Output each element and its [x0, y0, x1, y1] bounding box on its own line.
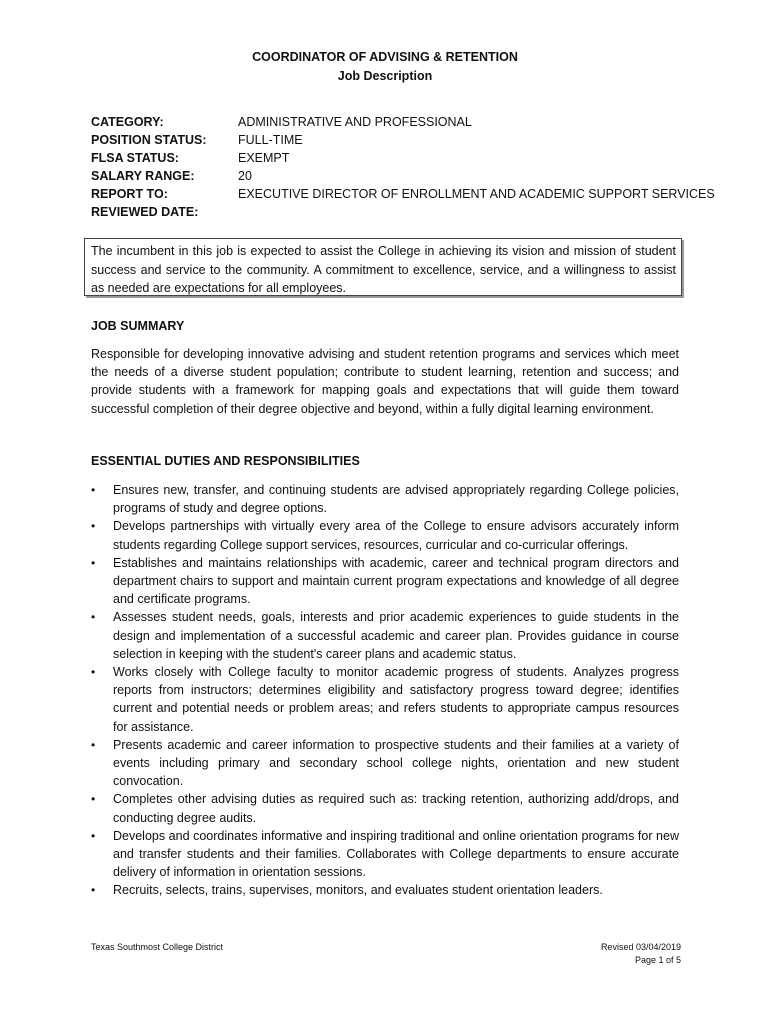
meta-value: ADMINISTRATIVE AND PROFESSIONAL [238, 115, 472, 129]
meta-row-category [91, 113, 715, 131]
document-title: COORDINATOR OF ADVISING & RETENTION [252, 50, 518, 64]
bullet-icon: • [91, 665, 96, 680]
meta-label: SALARY RANGE: [91, 169, 195, 183]
duty-text: Works closely with College faculty to monitor academic progress of students. Analyzes progress reports from instructors; determines eligibility and satisfactory progress toward degree; identifies current and potential needs or problem areas; and refers students to appropriate campus resources for assistance. [113, 665, 679, 734]
list-item [91, 517, 679, 553]
bullet-icon: • [91, 883, 96, 898]
list-item [91, 663, 679, 736]
mission-statement-box: The incumbent in this job is expected to assist the College in achieving its vision and mission of student success and service to the community. A commitment to excellence, service, and a willingness to assist as needed are expectations for all employees. [84, 238, 682, 296]
meta-label: CATEGORY: [91, 115, 164, 129]
meta-label: REPORT TO: [91, 187, 168, 201]
bullet-icon: • [91, 828, 96, 843]
revised-date: Revised 03/04/2019 [600, 942, 681, 952]
duty-text: Completes other advising duties as required such as: tracking retention, authorizing add/drops, and conducting degree audits. [113, 792, 679, 825]
footer-info [601, 941, 681, 966]
duty-text: Recruits, selects, trains, supervises, monitors, and evaluates student orientation leaders. [113, 883, 603, 898]
list-item [91, 481, 679, 517]
meta-value: EXEMPT [238, 151, 290, 165]
list-item [91, 827, 679, 882]
meta-row-reviewed-date [91, 203, 715, 221]
duty-text: Ensures new, transfer, and continuing students are advised appropriately regarding College policies, programs of study and degree options. [113, 483, 679, 516]
meta-label: REVIEWED DATE: [91, 205, 199, 219]
list-item [91, 608, 679, 663]
list-item [91, 881, 679, 899]
bullet-icon: • [91, 610, 96, 625]
meta-value: 20 [238, 169, 252, 183]
bullet-icon: • [91, 555, 96, 570]
meta-row-flsa-status [91, 149, 715, 167]
job-summary-heading: JOB SUMMARY [91, 319, 185, 333]
list-item [91, 736, 679, 791]
footer-organization: Texas Southmost College District [91, 942, 224, 952]
meta-label: FLSA STATUS: [91, 151, 179, 165]
duty-text: Develops and coordinates informative and inspiring traditional and online orientation programs for new and transfer students and their families. Collaborates with College departments to ensure accurate delivery of information in orientation sessions. [113, 828, 679, 880]
meta-row-position-status [91, 131, 715, 149]
bullet-icon: • [91, 792, 96, 807]
duty-text: Assesses student needs, goals, interests and prior academic experiences to guide students in the design and implementation of a successful academic and career plan. Provides guidance in course selection in keeping with the student's career plans and academic status. [113, 610, 679, 661]
job-summary-text: Responsible for developing innovative advising and student retention programs and services which meet the needs of a diverse student population; contribute to student learning, retention and success; and provide students with a framework for mapping goals and expectations that will guide them toward successful completion of their degree objective and beyond, within a fully digital learning environment. [91, 347, 679, 416]
duty-text: Presents academic and career information to prospective students and their families at a variety of events including primary and secondary school college nights, orientation and new student convocation. [113, 737, 679, 789]
duty-text: Establishes and maintains relationships with academic, career and technical program directors and department chairs to support and maintain current program expectations and knowledge of all degree and certificate programs. [113, 555, 679, 607]
duties-heading: ESSENTIAL DUTIES AND RESPONSIBILITIES [91, 454, 360, 468]
bullet-icon: • [91, 519, 96, 534]
title-block [0, 48, 770, 86]
meta-row-salary-range [91, 167, 715, 185]
list-item [91, 790, 679, 826]
meta-value: FULL-TIME [238, 133, 303, 147]
bullet-icon: • [91, 737, 96, 752]
document-subtitle: Job Description [337, 69, 433, 83]
meta-row-report-to [91, 185, 715, 203]
bullet-icon: • [91, 483, 96, 497]
duty-text: Develops partnerships with virtually every area of the College to ensure advisors accurately inform students regarding College support services, resources, curricular and co-curricular offerings. [113, 519, 679, 552]
meta-value: EXECUTIVE DIRECTOR OF ENROLLMENT AND ACADEMIC SUPPORT SERVICES [238, 187, 715, 201]
list-item [91, 554, 679, 609]
page-number: Page 1 of 5 [634, 954, 681, 965]
position-details [91, 113, 715, 221]
duties-list [91, 481, 679, 900]
meta-label: POSITION STATUS: [91, 133, 207, 147]
